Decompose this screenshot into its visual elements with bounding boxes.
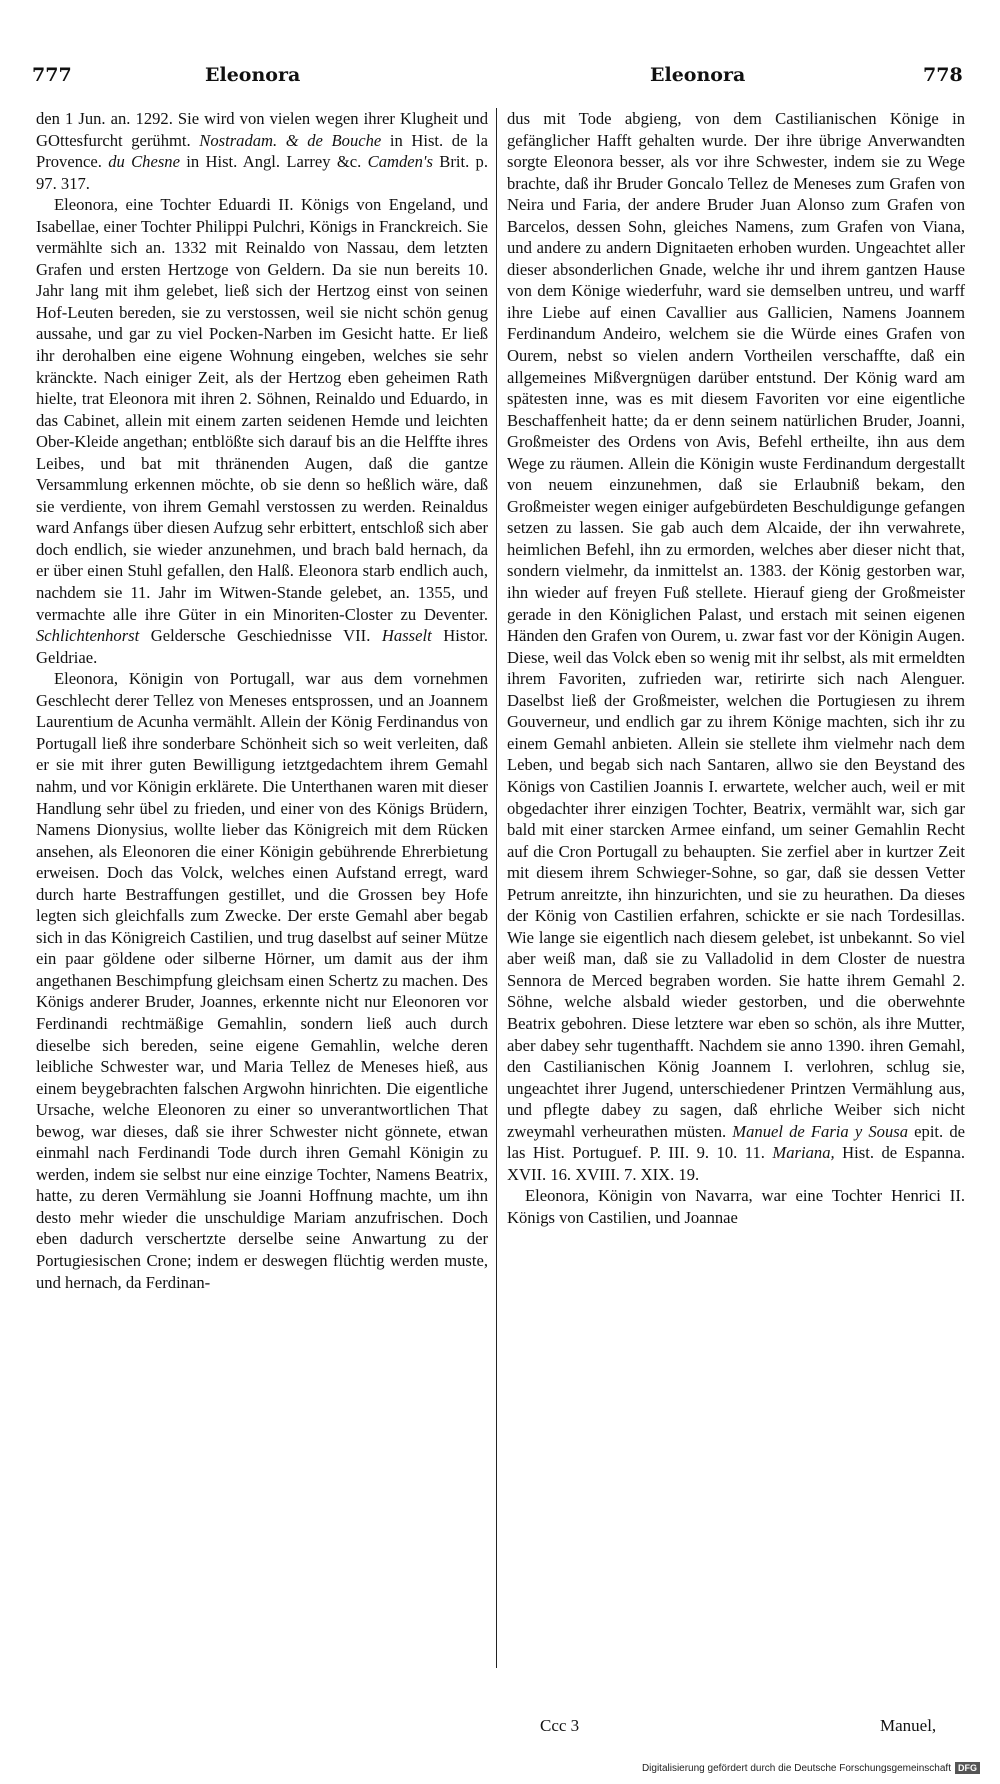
credit-text: Digitalisierung gefördert durch die Deutsche Forschungsgemeinschaft <box>641 1762 951 1774</box>
entry-text: Geldersche Geschiednisse VII. <box>150 626 371 646</box>
right-column <box>507 108 965 1228</box>
entry-text: Hist. de Espanna. XVII. 16. XVIII. 7. XIX. 19. <box>507 1143 965 1184</box>
entry-paragraph <box>507 1185 965 1228</box>
entry-text: in Hist. Angl. Larrey &c. <box>186 152 362 172</box>
citation: Hasselt <box>381 626 432 646</box>
entry-paragraph <box>36 668 488 1293</box>
catchword: Manuel, <box>880 1716 937 1735</box>
entry-paragraph <box>507 108 965 1185</box>
signature-mark: Ccc 3 <box>540 1716 580 1735</box>
entry-text: epit. de las Hist. Portuguef. P. III. 9. 10. 11. <box>507 1121 965 1163</box>
running-head-left: Eleonora <box>205 64 301 86</box>
citation: Manuel de Faria y Sousa <box>732 1121 909 1141</box>
page-number-right: 778 <box>923 64 963 86</box>
entry-paragraph <box>36 108 488 194</box>
entry-text: Histor. Geldriae. <box>36 626 488 667</box>
entry-text: Brit. p. 97. 317. <box>36 152 488 193</box>
dfg-logo: DFG <box>955 1762 980 1774</box>
digitization-credit <box>642 1762 980 1774</box>
entry-paragraph <box>36 194 488 668</box>
citation: Mariana, <box>772 1143 835 1163</box>
running-head-right: Eleonora <box>650 64 746 86</box>
entry-text: den 1 Jun. an. 1292. Sie wird von vielen wegen ihrer Klugheit und GOttesfurcht gerühmt. <box>36 109 488 150</box>
entry-text: in Hist. de la Provence. <box>36 130 488 172</box>
entry-text: Eleonora, eine Tochter Eduardi II. Königs von Engeland, und Isabellae, einer Tochter Philippi Pulchri, Königs in Franckreich. Sie vermählte sich an. 1332 mit Reinaldo von Nassau, dem letzten Grafen und ersten Hertzoge von Geldern. Da sie nun bereits 10. Jahr lang mit ihm gelebet, ließ sich der Hertzog einst von seinen Hof-Leuten bereden, sie zu verstossen, weil sie nicht schön genug aussahe, und gar zu viel Pocken-Narben im Gesicht hatte. Er ließ ihr derohalben eine eigene Wohnung eingeben, welches sie sehr kränckte. Nach einiger Zeit, als der Hertzog eben geheimen Rath hielte, trat Eleonora mit ihren 2. Söhnen, Reinaldo und Eduardo, in das Cabinet, allein mit einem zarten seidenen Hemde und leichten Ober-Kleide angethan; entblößte sich darauf bis an die Helffte ihres Leibes, und bat mit thränenden Augen, daß die gantze Versammlung erkennen möchte, ob sie denn so heßlich wäre, daß sie verdiente, von ihrem Gemahl verstossen zu werden. Reinaldus ward Anfangs über diesen Aufzug sehr erbittert, entschloß sich aber doch endlich, sie wieder anzunehmen, und brach bald hernach, da er über einen Stuhl gefallen, den Halß. Eleonora starb endlich auch, nachdem sie 11. Jahr im Witwen-Stande gelebet, an. 1355, und vermachte alle ihre Güter in ein Minoriten-Closter zu Deventer. <box>36 195 488 624</box>
citation: Schlichtenhorst <box>36 626 140 646</box>
left-column <box>36 108 497 1668</box>
citation: Camden's <box>367 152 433 172</box>
entry-text: dus mit Tode abgieng, von dem Castilianischen Könige in gefänglicher Hafft gehalten wurde. Der ihre übrige Anverwandten sorgte Eleonora besser, als vor ihre Schwester, indem sie zu Wege brachte, daß ihr Bruder Goncalo Tellez de Meneses zum Grafen von Neira und Faria, der andere Bruder Juan Alonso zum Grafen von Barcelos, dessen Sohn, gleiches Namens, zum Grafen von Viana, und andere zu andern Dignitaeten erhoben wurden. Ungeachtet aller dieser absonderlichen Gnade, welche ihr und ihrem gantzen Hause von dem Könige wiederfuhr, ward sie demselben untreu, und warff ihre Liebe auf einen Cavallier aus Gallicien, Namens Joannem Ferdinandum Andeiro, welchem sie die Würde eines Grafen von Ourem, nebst so vielen andern Vortheilen verschaffte, daß ein allgemeines Mißvergnügen darüber entstund. Der König ward am spätesten inne, was es mit diesem Favoriten vor eine eigentliche Beschaffenheit hatte; da er denn seinem natürlichen Bruder, Joanni, Großmeister des Ordens von Avis, Befehl ertheilte, ihn aus dem Wege zu räumen. Allein die Königin wuste Ferdinandum dergestallt von neuem einzunehmen, daß sie Erlaubniß bekam, den Großmeister wegen einiger aufgebürdeten Beschuldigunge gefangen setzen zu lassen. Sie gab auch dem Alcaide, der ihn verwahrete, heimlichen Befehl, ihn zu ermorden, welches aber dieser nicht that, sondern vielmehr, da inmittelst an. 1383. der König gestorben war, ihn wieder auf freyen Fuß stellete. Hierauf gieng der Großmeister gerade in den Königlichen Palast, und erstach mit seinen eigenen Händen den Grafen von Ourem, u. zwar fast vor der Königin Augen. Diese, weil das Volck eben so wenig mit ihr selbst, als mit ermeldten ihrem Favoriten, zufrieden war, retirirte sich nach Alenguer. Daselbst ließ der Großmeister, welchen die Portugiesen zu ihrem Gouverneur, und endlich gar zu ihrem Könige machten, sich ihr zu einem Gemahl anbieten. Allein sie stellete ihm vielmehr nach dem Leben, und begab sich nach Santaren, allwo sie den Beystand des Königs von Castilien Joannis I. erwartete, welcher auch, weil er mit obgedachter ihrer einzigen Tochter, Beatrix, vermählt war, sich gar bald mit einer starcken Armee einfand, um seiner Gemahlin Recht auf die Cron Portugall zu behaupten. Sie zerfiel aber in kurtzer Zeit mit diesem ihrem Schwieger-Sohne, so gar, daß sie dessen Vetter Petrum anreitzte, ihn hinzurichten, und sie zu heurathen. Da dieses der König von Castilien erfahren, schickte er sie nach Tordesillas. Wie lange sie eigentlich nach diesem gelebet, ist unbekannt. So viel aber weiß man, daß sie zu Valladolid in dem Closter de nuestra Sennora de Merced begraben worden. Sie hatte ihrem Gemahl 2. Söhne, welche alsbald wieder gestorben, und die oberwehnte Beatrix gebohren. Diese letztere war eben so schön, als ihre Mutter, aber dabey sehr tugenthafft. Nachdem sie anno 1390. ihren Gemahl, den Castilianischen König Joannem I. verlohren, schlug sie, ungeachtet ihrer Jugend, unterschiedener Printzen Vermählung aus, und pflegte dabey zu sagen, daß ehrliche Weiber sich nicht zweymahl verheurathen müsten. <box>507 109 965 1141</box>
entry-text: Eleonora, Königin von Portugall, war aus dem vornehmen Geschlecht derer Tellez von Meneses entsprossen, und an Joannem Laurentium de Acunha vermählt. Allein der König Ferdinandus von Portugall ließ ihre sonderbare Schönheit sich so weit verleiten, daß er sie mit ihrer guten Bewilligung ietztgedachtem ihrem Gemahl nahm, und vor Königin erklärete. Die Unterthanen waren mit dieser Handlung sehr übel zu frieden, und einer von des Königs Brüdern, Namens Dionysius, wollte lieber das Königreich mit dem Rücken ansehen, als Eleonoren die einer Königin gebührende Ehrerbietung erweisen. Doch das Volck, welches einen Aufstand erregt, ward durch harte Bestraffungen gestillet, und die Grossen bey Hofe legten sich gleichfalls zum Zwecke. Der erste Gemahl aber begab sich in das Königreich Castilien, und trug daselbst auf seiner Mütze ein paar göldene oder silberne Hörner, um damit aus der ihm angethanen Beschimpfung gleichsam einen Schertz zu machen. Des Königs anderer Bruder, Joannes, erkennte nicht nur Eleonoren vor Ferdinandi rechtmäßige Gemahlin, sondern ließ auch durch dieselbe sich bereden, seine eigene Gemahlin, welche deren leibliche Schwester war, und Maria Tellez de Meneses hieß, aus einem beygebrachten falschen Argwohn hinrichten. Die eigentliche Ursache, welche Eleonoren zu einer so unverantwortlichen That bewog, war dieses, daß sie ihrer Schwester nicht gönnete, etwan einmahl nach Ferdinandi Tode durch ihren Gemahl Königin zu werden, indem sie selbst nur eine einzige Tochter, Namens Beatrix, hatte, zu deren Vermählung sie Joanni Hoffnung machte, um ihn desto mehr wieder die unschuldige Mariam anzufrischen. Doch eben dadurch verschertzte derselbe seine Anwartung zu der Portugiesischen Crone; indem er deswegen flüchtig werden muste, und hernach, da Ferdinan- <box>36 669 488 1292</box>
citation: du Chesne <box>108 152 180 172</box>
entry-text: Eleonora, Königin von Navarra, war eine Tochter Henrici II. Königs von Castilien, und Joannae <box>507 1186 965 1227</box>
page-number-left: 777 <box>32 64 72 86</box>
citation: Nostradam. & de Bouche <box>199 130 382 150</box>
